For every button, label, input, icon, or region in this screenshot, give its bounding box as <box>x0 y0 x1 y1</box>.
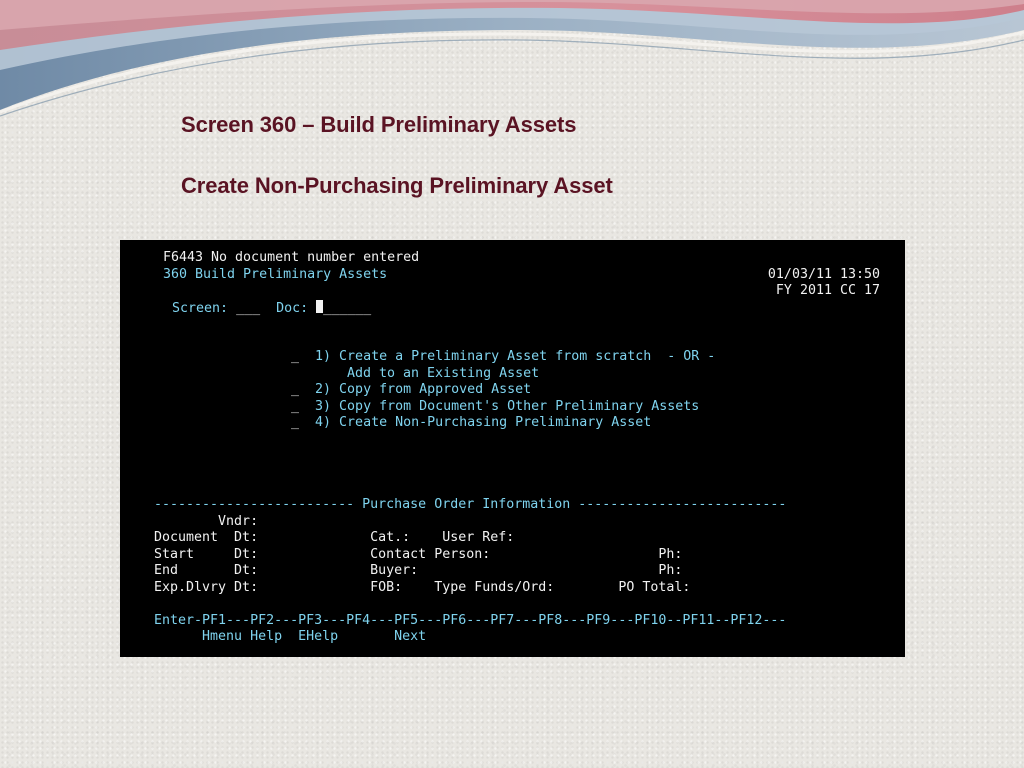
screen-field-input[interactable]: ___ <box>236 301 261 316</box>
po-document-line: Document Dt: Cat.: User Ref: <box>154 530 515 545</box>
option-row-2[interactable] <box>291 382 531 398</box>
po-end-line: End Dt: Buyer: Ph: <box>154 563 683 578</box>
option-row-3[interactable] <box>291 399 699 415</box>
screen-field-row <box>172 300 371 317</box>
option-label: 2) Copy from Approved Asset <box>315 382 532 397</box>
po-delivery-line: Exp.Dlvry Dt: FOB: Type Funds/Ord: PO Total: <box>154 580 691 595</box>
pf-key-labels[interactable]: Hmenu Help EHelp Next <box>154 629 427 644</box>
option-select-field[interactable]: _ <box>291 399 300 414</box>
option-row-1[interactable] <box>291 349 715 365</box>
option-label: 1) Create a Preliminary Asset from scratch - OR - <box>315 349 716 364</box>
slide-title: Screen 360 – Build Preliminary Assets <box>181 112 577 137</box>
option-row-1-continuation: Add to an Existing Asset <box>347 366 540 381</box>
fiscal-year-info: FY 2011 CC 17 <box>775 283 880 298</box>
error-message: F6443 No document number entered <box>163 250 420 265</box>
header-wave-decoration <box>0 0 1024 120</box>
datetime: 01/03/11 13:50 <box>767 267 880 282</box>
doc-field-input[interactable]: ______ <box>323 301 372 316</box>
doc-field-label: Doc: <box>276 301 309 316</box>
option-select-field[interactable]: _ <box>291 349 300 364</box>
po-section-header: ------------------------- Purchase Order Information -------------------------- <box>154 497 787 512</box>
option-label: 3) Copy from Document's Other Preliminary Assets <box>315 399 700 414</box>
option-label: 4) Create Non-Purchasing Preliminary Asset <box>315 415 652 430</box>
po-vendor-line: Vndr: <box>154 514 259 529</box>
option-select-field[interactable]: _ <box>291 382 300 397</box>
slide-subtitle: Create Non-Purchasing Preliminary Asset <box>181 173 613 198</box>
option-row-4[interactable] <box>291 415 651 431</box>
screen-field-label: Screen: <box>172 301 229 316</box>
screen-title: 360 Build Preliminary Assets <box>163 267 388 282</box>
terminal-screen <box>120 240 905 657</box>
option-select-field[interactable]: _ <box>291 415 300 430</box>
pf-key-bar[interactable]: Enter-PF1---PF2---PF3---PF4---PF5---PF6---PF7---PF8---PF9---PF10--PF11--PF12--- <box>154 613 787 628</box>
po-start-line: Start Dt: Contact Person: Ph: <box>154 547 683 562</box>
